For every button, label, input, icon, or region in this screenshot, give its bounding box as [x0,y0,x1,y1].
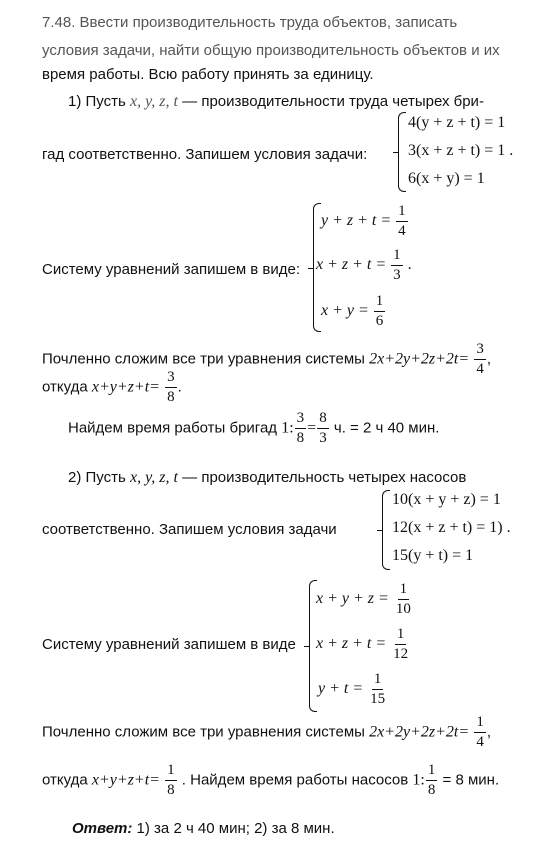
fraction: $\frac{1}{8}$ [167,762,175,798]
part2-line2: соответственно. Запишем условия задачи [42,521,337,538]
part2-system1-eq1: 10(x + y + z) = 1 [392,491,501,508]
part1-system2-eq2: x + z + t = $\frac{1}{3}$ . [316,247,412,283]
part1-system1-eq2: 3(x + z + t) = 1 . [408,142,514,159]
part1-sum-line: Почленно сложим все три уравнения системы 2x+2y+2z+2t= $\frac{3}{4}$ , [42,341,491,377]
intro-line-3: время работы. Всю работу принять за единицу. [42,66,374,83]
part2-whence-line: откуда x+y+z+t= $\frac{1}{8}$ . Найдем время работы насосов 1: $\frac{1}{8}$ = 8 мин. [42,762,500,798]
part1-line2: гад соответственно. Запишем условия задачи: [42,146,368,163]
part2-system1-eq2: 12(x + z + t) = 1) . [392,519,511,536]
part1-system1-eq1: 4(y + z + t) = 1 [408,114,506,131]
part1-time-line: Найдем время работы бригад 1: $\frac{3}{8}$ = $\frac{8}{3}$ ч. = 2 ч 40 мин. [68,410,440,446]
part1-system2-label: Систему уравнений запишем в виде: [42,261,301,278]
answer-line [72,820,335,837]
fraction: $\frac{8}{3}$ [319,410,327,446]
fraction: $\frac{1}{12}$ [393,626,409,662]
part1-system2-eq1: y + z + t = $\frac{1}{4}$ [321,203,406,239]
fraction: $\frac{1}{15}$ [370,671,386,707]
fraction: $\frac{3}{8}$ [296,410,305,446]
part2-line1: 2) Пусть x, y, z, t — производительность четырех насосов [68,469,467,486]
fraction: $\frac{1}{6}$ [375,293,384,329]
part2-system2-eq2: x + z + t = $\frac{1}{12}$ [316,626,409,662]
part2-sum-line: Почленно сложим все три уравнения системы 2x+2y+2z+2t= $\frac{1}{4}$ , [42,714,491,750]
part2-system2-label: Систему уравнений запишем в виде [42,636,296,653]
fraction: $\frac{1}{10}$ [395,581,411,617]
fraction: $\frac{1}{3}$ [393,247,401,283]
part2-system1-eq3: 15(y + t) = 1 [392,547,474,564]
fraction: $\frac{3}{8}$ [167,369,175,405]
part2-system2-eq3: y + t = $\frac{1}{15}$ [318,671,386,707]
part1-system1-eq3: 6(x + y) = 1 [408,170,485,187]
part2-system1-brace [382,490,390,570]
fraction: $\frac{3}{4}$ [476,341,484,377]
fraction: $\frac{1}{8}$ [427,762,436,798]
intro-line-2: условия задачи, найти общую производительность объектов и их [42,42,500,59]
part2-system2-eq1: x + y + z = $\frac{1}{10}$ [316,581,411,617]
answer-label: Ответ: [72,820,133,837]
part1-system1-brace [398,112,406,192]
fraction: $\frac{1}{4}$ [476,714,484,750]
part1-whence-line: откуда x+y+z+t= $\frac{3}{8}$ . [42,369,182,405]
answer-text: 1) за 2 ч 40 мин; 2) за 8 мин. [136,820,335,837]
fraction: $\frac{1}{4}$ [398,203,406,239]
intro-line-1: 7.48. Ввести производительность труда объектов, записать [42,14,458,31]
part1-system2-eq3: x + y = $\frac{1}{6}$ [321,293,384,329]
part1-line1: 1) Пусть x, y, z, t — производительности труда четырех бри- [68,93,484,110]
